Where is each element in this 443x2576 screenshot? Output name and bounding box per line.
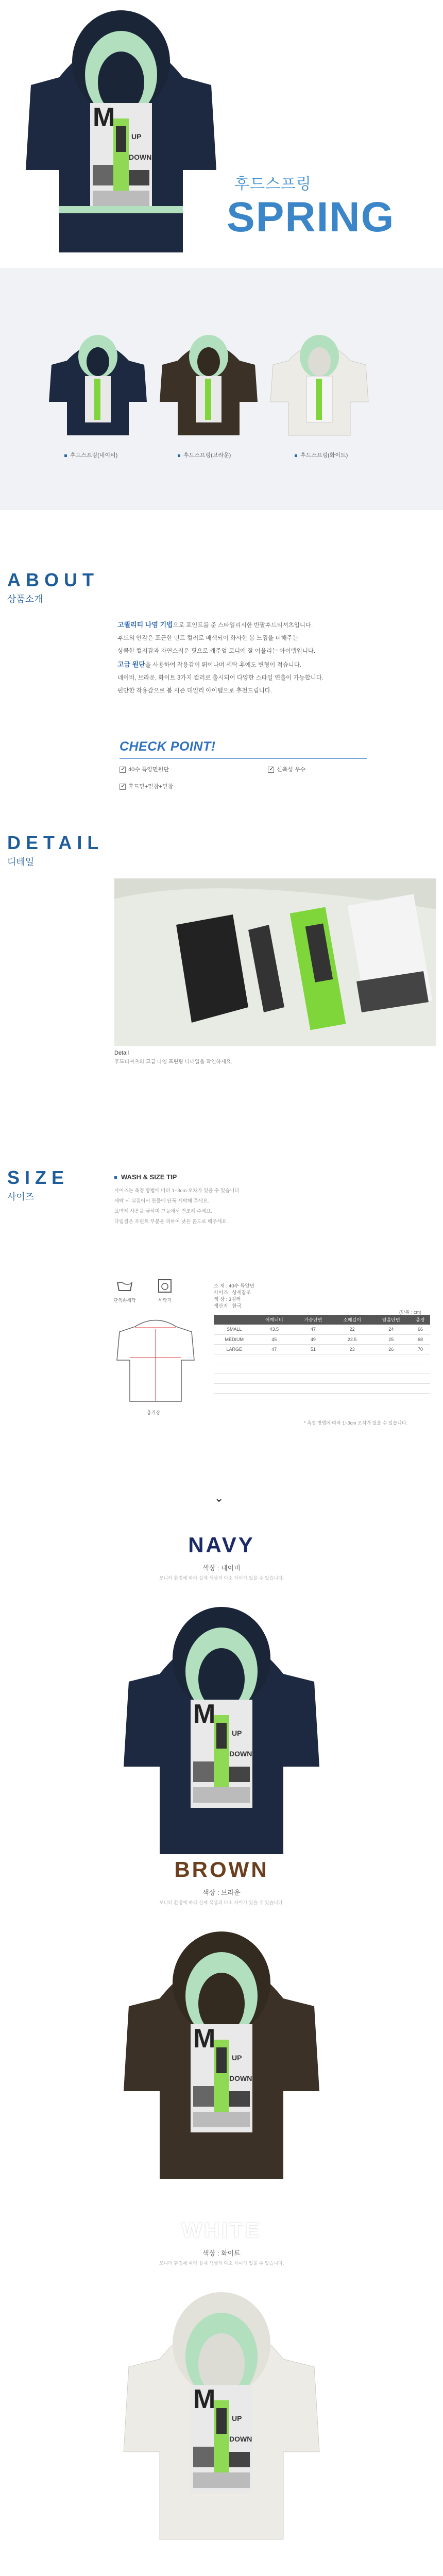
color-desc-white: 모니터 환경에 따라 실제 색상과 다소 차이가 있을 수 있습니다. <box>159 2261 284 2266</box>
care-handwash-label: 단독손세탁 <box>113 1298 136 1303</box>
detail-caption-sub: 후드티셔츠의 고급 나염 프린팅 디테일을 확인하세요. <box>114 1059 233 1065</box>
size-table-cell: SMALL <box>214 1325 254 1334</box>
white-section <box>0 2192 443 2557</box>
check-point-title: CHECK POINT! <box>120 739 216 754</box>
hero-product-image <box>21 0 222 258</box>
thumb-label-text: 후드스프링(브라운) <box>183 452 231 459</box>
size-table-row <box>214 1334 430 1344</box>
tip-line: 다림질은 프린트 부분을 피하여 낮은 온도로 해주세요. <box>114 1219 228 1225</box>
thumb-brown[interactable] <box>157 325 260 438</box>
care-machine-label: 세탁기 <box>158 1298 172 1303</box>
care-handwash <box>109 1279 140 1303</box>
size-table-row <box>214 1383 430 1393</box>
size-table-header-cell: 총장 <box>411 1315 430 1325</box>
about-section <box>0 510 443 819</box>
size-section <box>0 1059 443 1476</box>
thumb-label-text: 후드스프링(화이트) <box>300 452 348 459</box>
about-line-text: 을 사용하여 착용감이 뛰어나며 세탁 후에도 변형이 적습니다. <box>145 662 302 668</box>
color-sub-navy: 색상 : 네이비 <box>202 1564 241 1572</box>
thumb-navy[interactable] <box>46 325 149 438</box>
hero-subtitle: 후드스프링 <box>234 175 312 193</box>
thumb-label-navy <box>64 451 117 459</box>
size-table-cell: 47 <box>294 1325 333 1334</box>
size-note: * 측정 방법에 따라 1~3cm 오차가 있을 수 있습니다. <box>304 1420 408 1426</box>
size-table-cell: 25 <box>371 1334 411 1344</box>
size-table-cell: 24 <box>371 1325 411 1334</box>
tip-line: 세탁 시 뒤집어서 찬물에 단독 세탁해 주세요. <box>114 1198 209 1204</box>
color-name-navy: NAVY <box>188 1533 255 1557</box>
bullet-icon <box>178 454 180 457</box>
material-note: 색 상 : 3컬러 <box>214 1297 241 1302</box>
check-item-label: 후드밑+밑창+밑창 <box>128 784 174 790</box>
bullet-icon <box>64 454 67 457</box>
hero-title: SPRING <box>227 194 395 241</box>
brown-product-image <box>118 1921 325 2184</box>
wash-size-tip-title <box>114 1173 177 1181</box>
size-table-header-cell: 소매길이 <box>333 1315 372 1325</box>
material-notes <box>214 1283 254 1310</box>
size-table-row <box>214 1374 430 1383</box>
size-heading-ko: 사이즈 <box>7 1192 35 1202</box>
about-line <box>117 618 406 632</box>
about-line <box>117 645 406 658</box>
thumb-label-white <box>295 451 348 459</box>
tip-line: 표백제 사용을 금하며 그늘에서 건조해 주세요. <box>114 1209 213 1214</box>
size-table-cell: 68 <box>411 1334 430 1344</box>
brown-section <box>0 1837 443 2192</box>
color-desc-brown: 모니터 환경에 따라 실제 색상과 다소 차이가 있을 수 있습니다. <box>159 1900 284 1905</box>
white-product-image <box>118 2282 325 2545</box>
size-table-row <box>214 1344 430 1354</box>
material-note: 생산지 : 한국 <box>214 1303 242 1309</box>
size-table-row <box>214 1354 430 1364</box>
size-table-cell: 47 <box>254 1344 294 1354</box>
detail-photo <box>114 878 436 1046</box>
material-note: 소 재 : 40수 특양면 <box>214 1283 254 1289</box>
check-item-label: 신축성 우수 <box>277 767 306 773</box>
about-line <box>117 658 406 672</box>
detail-caption: Detail <box>114 1050 129 1056</box>
color-thumbnails <box>0 268 443 510</box>
about-line-text: 편안한 착용감으로 봄 시즌 데일리 아이템으로 추천드립니다. <box>117 688 272 694</box>
about-line <box>117 632 406 645</box>
diagram-length-label: 총기장 <box>147 1410 161 1415</box>
size-table-header-cell: 암홀단면 <box>371 1315 411 1325</box>
navy-section <box>0 1476 443 1837</box>
size-table-cell: 43.5 <box>254 1325 294 1334</box>
size-table-cell: 66 <box>411 1325 430 1334</box>
size-diagram <box>114 1316 197 1406</box>
check-item <box>268 765 305 773</box>
chevron-down-icon: ⌄ <box>214 1492 224 1504</box>
check-item <box>120 765 169 773</box>
size-table-cell: MEDIUM <box>214 1334 254 1344</box>
size-table-row <box>214 1364 430 1374</box>
size-table-header-cell: 가슴단면 <box>294 1315 333 1325</box>
check-item <box>120 782 173 790</box>
tip-line: 사이즈는 측정 방법에 따라 1~3cm 오차가 있을 수 있습니다. <box>114 1188 241 1194</box>
color-name-brown: BROWN <box>174 1857 269 1882</box>
checkbox-icon <box>120 784 126 790</box>
size-heading-en: SIZE <box>7 1167 70 1188</box>
hero-section <box>0 0 443 268</box>
about-description <box>117 618 406 698</box>
color-sub-brown: 색상 : 브라운 <box>202 1889 241 1896</box>
checkbox-icon <box>120 767 126 773</box>
tip-lines <box>114 1188 320 1229</box>
about-heading <box>7 569 99 605</box>
handwash-icon <box>116 1279 133 1293</box>
checkbox-icon <box>268 767 274 773</box>
about-line-text: 네이비, 브라운, 화이트 3가지 컬러로 출시되어 다양한 스타일 연출이 가능합니다. <box>117 675 324 681</box>
thumb-label-brown <box>178 451 231 459</box>
material-note: 사이즈 : 상세참조 <box>214 1290 251 1296</box>
size-table-header-cell: 어깨너비 <box>254 1315 294 1325</box>
size-table-cell: 70 <box>411 1344 430 1354</box>
about-line-text: 으로 포인트를 준 스타일리시한 반팔후드티셔츠입니다. <box>173 622 313 629</box>
about-line-text: 후드의 안감은 포근한 민트 컬러로 배색되어 화사한 봄 느낌을 더해주는 <box>117 635 298 641</box>
color-name-white: WHITE <box>181 2218 262 2242</box>
check-item-label: 40수 특양면원단 <box>128 767 169 773</box>
care-machine <box>149 1279 180 1303</box>
size-table-cell: 45 <box>254 1334 294 1344</box>
color-desc-navy: 모니터 환경에 따라 실제 색상과 다소 차이가 있을 수 있습니다. <box>159 1575 284 1581</box>
bullet-icon <box>295 454 297 457</box>
bullet-icon <box>114 1176 117 1179</box>
size-table-cell: 23 <box>333 1344 372 1354</box>
detail-heading <box>7 832 104 868</box>
size-table-cell: LARGE <box>214 1344 254 1354</box>
about-heading-ko: 상품소개 <box>7 594 43 605</box>
about-line <box>117 672 406 685</box>
unit-label: (단위 : cm) <box>399 1310 421 1315</box>
size-table-cell: 49 <box>294 1334 333 1344</box>
thumb-label-text: 후드스프링(네이비) <box>70 452 118 459</box>
size-table-cell: 22.5 <box>333 1334 372 1344</box>
about-line <box>117 685 406 698</box>
size-table-header-cell <box>214 1315 254 1325</box>
size-heading <box>7 1167 69 1203</box>
size-table <box>214 1315 430 1394</box>
size-table-header <box>214 1315 430 1325</box>
about-line-text: 상큼한 컬러감과 자연스러운 핏으로 캐주얼 코디에 잘 어울리는 아이템입니다. <box>117 648 316 654</box>
size-table-cell: 26 <box>371 1344 411 1354</box>
about-highlight: 고급 원단 <box>117 660 145 668</box>
thumb-white[interactable] <box>268 325 371 438</box>
about-heading-en: ABOUT <box>7 569 99 590</box>
color-sub-white: 색상 : 화이트 <box>202 2249 241 2257</box>
detail-heading-en: DETAIL <box>7 832 104 853</box>
about-highlight: 고퀄리티 나염 기법 <box>117 621 173 629</box>
detail-section <box>0 819 443 1065</box>
check-point-divider <box>120 758 367 759</box>
washing-machine-icon <box>156 1279 174 1293</box>
size-table-cell: 51 <box>294 1344 333 1354</box>
size-table-cell: 22 <box>333 1325 372 1334</box>
wash-size-tip-label: WASH & SIZE TIP <box>121 1173 177 1181</box>
size-table-row <box>214 1325 430 1334</box>
detail-heading-ko: 디테일 <box>7 857 35 868</box>
navy-product-image <box>118 1597 325 1859</box>
